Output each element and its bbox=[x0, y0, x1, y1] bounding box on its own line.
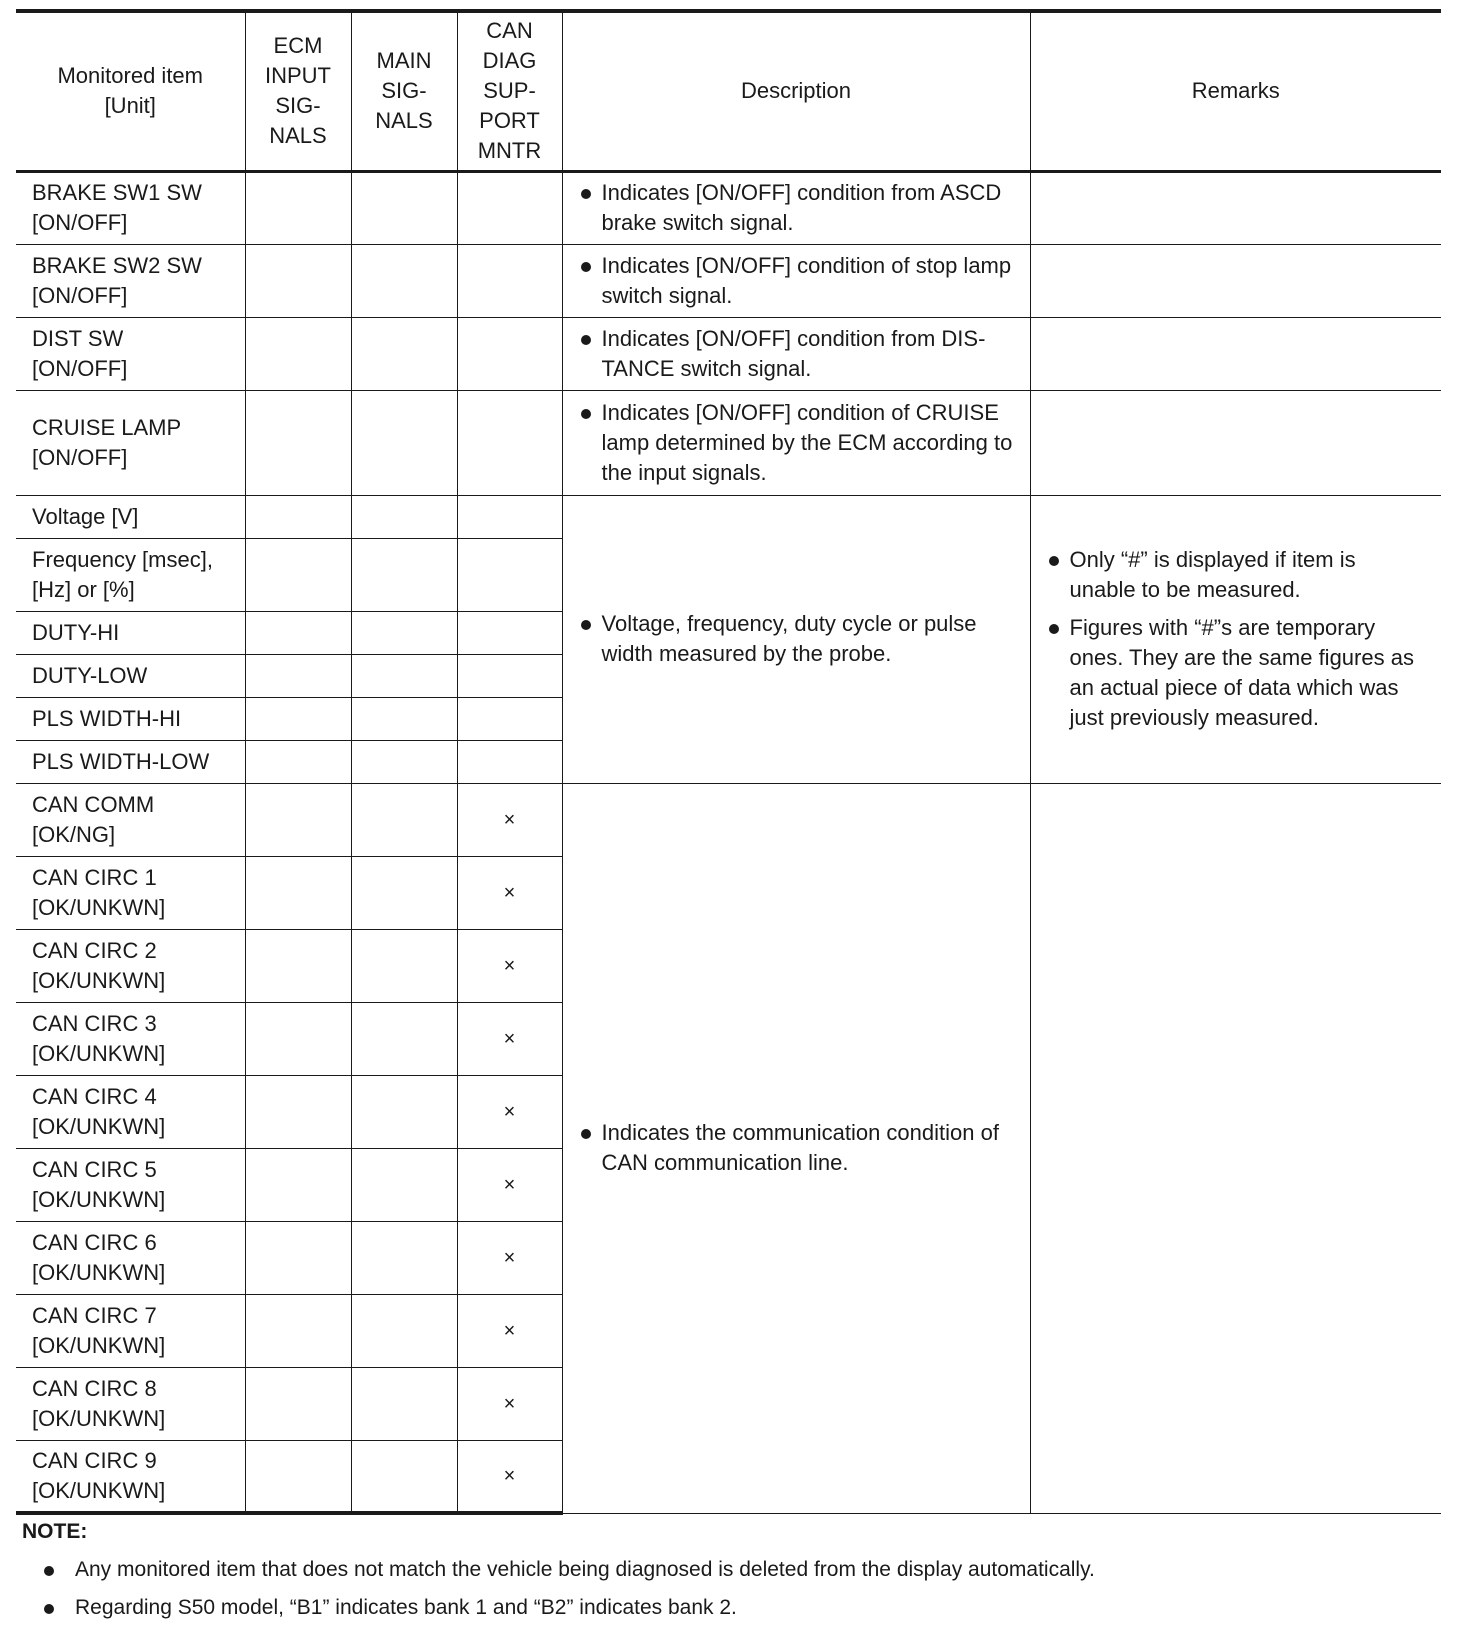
description-cell bbox=[562, 495, 1030, 783]
note-section bbox=[22, 1517, 1442, 1623]
table-row bbox=[16, 783, 1441, 856]
item-cell: CAN COMM [OK/NG] bbox=[16, 783, 245, 856]
can-diag-mark: × bbox=[457, 1367, 562, 1440]
can-diag-mark: × bbox=[457, 1440, 562, 1513]
table-header-row bbox=[16, 11, 1441, 171]
item-cell: BRAKE SW2 SW [ON/OFF] bbox=[16, 244, 245, 317]
remarks-cell bbox=[1030, 495, 1441, 783]
header-can-diag-support-mntr: CAN DIAG SUP- PORT MNTR bbox=[457, 11, 562, 171]
item-cell: CAN CIRC 9 [OK/UNKWN] bbox=[16, 1440, 245, 1513]
description-text: Indicates [ON/OFF] condition from DIS-TANCE switch signal. bbox=[579, 324, 1014, 384]
table-row bbox=[16, 171, 1441, 244]
item-cell: CAN CIRC 5 [OK/UNKWN] bbox=[16, 1148, 245, 1221]
description-text: Indicates the communication condition of CAN communication line. bbox=[579, 1118, 1014, 1178]
table-row bbox=[16, 244, 1441, 317]
can-diag-mark: × bbox=[457, 856, 562, 929]
item-cell: CAN CIRC 2 [OK/UNKWN] bbox=[16, 929, 245, 1002]
note-title: NOTE: bbox=[22, 1520, 88, 1543]
can-diag-mark: × bbox=[457, 1148, 562, 1221]
item-cell: CAN CIRC 7 [OK/UNKWN] bbox=[16, 1294, 245, 1367]
description-text: Indicates [ON/OFF] condition of CRUISE lamp determined by the ECM according to the input signals. bbox=[579, 398, 1014, 488]
table-row bbox=[16, 317, 1441, 390]
header-description: Description bbox=[562, 11, 1030, 171]
item-cell: CAN CIRC 1 [OK/UNKWN] bbox=[16, 856, 245, 929]
can-diag-mark: × bbox=[457, 1294, 562, 1367]
item-cell: DUTY-HI bbox=[16, 611, 245, 654]
description-text: Voltage, frequency, duty cycle or pulse width measured by the probe. bbox=[579, 609, 1014, 669]
table-row bbox=[16, 390, 1441, 495]
monitored-items-table bbox=[16, 9, 1441, 1515]
can-diag-mark: × bbox=[457, 1002, 562, 1075]
description-cell bbox=[562, 171, 1030, 244]
remarks-cell bbox=[1030, 783, 1441, 1513]
item-cell: Frequency [msec], [Hz] or [%] bbox=[16, 538, 245, 611]
remarks-cell bbox=[1030, 244, 1441, 317]
table-row bbox=[16, 495, 1441, 538]
description-text: Indicates [ON/OFF] condition of stop lamp switch signal. bbox=[579, 251, 1014, 311]
item-cell: DUTY-LOW bbox=[16, 654, 245, 697]
description-cell bbox=[562, 783, 1030, 1513]
item-cell: Voltage [V] bbox=[16, 495, 245, 538]
description-text: Indicates [ON/OFF] condition from ASCD brake switch signal. bbox=[579, 178, 1014, 238]
remarks-cell bbox=[1030, 171, 1441, 244]
remarks-text: Figures with “#”s are temporary ones. They are the same figures as an actual piece of data which was just previously measured. bbox=[1047, 613, 1426, 733]
item-cell: CAN CIRC 6 [OK/UNKWN] bbox=[16, 1221, 245, 1294]
description-cell bbox=[562, 390, 1030, 495]
item-cell: BRAKE SW1 SW [ON/OFF] bbox=[16, 171, 245, 244]
header-main-signals: MAIN SIG- NALS bbox=[351, 11, 457, 171]
header-remarks: Remarks bbox=[1030, 11, 1441, 171]
item-cell: CRUISE LAMP [ON/OFF] bbox=[16, 390, 245, 495]
note-list bbox=[22, 1555, 1442, 1623]
item-cell: DIST SW [ON/OFF] bbox=[16, 317, 245, 390]
remarks-cell bbox=[1030, 390, 1441, 495]
item-cell: CAN CIRC 4 [OK/UNKWN] bbox=[16, 1075, 245, 1148]
header-ecm-input-signals: ECM INPUT SIG- NALS bbox=[245, 11, 351, 171]
can-diag-mark: × bbox=[457, 1075, 562, 1148]
remarks-text: Only “#” is displayed if item is unable to be measured. bbox=[1047, 545, 1426, 605]
item-cell: CAN CIRC 8 [OK/UNKWN] bbox=[16, 1367, 245, 1440]
note-item: Regarding S50 model, “B1” indicates bank 1 and “B2” indicates bank 2. bbox=[22, 1593, 1442, 1623]
note-item: Any monitored item that does not match the vehicle being diagnosed is deleted from the display automatically. bbox=[22, 1555, 1442, 1585]
can-diag-mark: × bbox=[457, 929, 562, 1002]
header-monitored-item: Monitored item [Unit] bbox=[16, 11, 245, 171]
description-cell bbox=[562, 244, 1030, 317]
item-cell: PLS WIDTH-HI bbox=[16, 697, 245, 740]
remarks-cell bbox=[1030, 317, 1441, 390]
description-cell bbox=[562, 317, 1030, 390]
can-diag-mark: × bbox=[457, 783, 562, 856]
item-cell: CAN CIRC 3 [OK/UNKWN] bbox=[16, 1002, 245, 1075]
can-diag-mark: × bbox=[457, 1221, 562, 1294]
item-cell: PLS WIDTH-LOW bbox=[16, 740, 245, 783]
